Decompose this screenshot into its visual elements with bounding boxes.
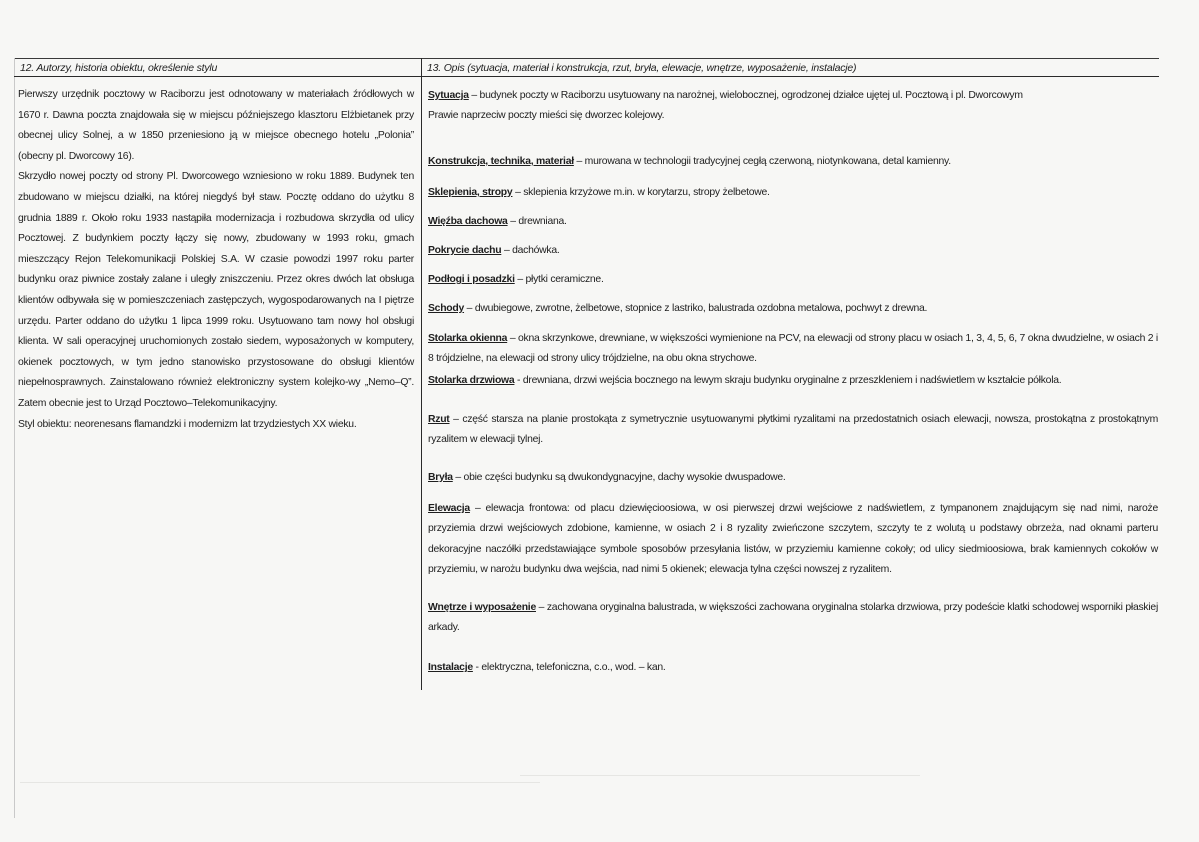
faded-line — [520, 775, 920, 776]
section-text: – zachowana oryginalna balustrada, w większości zachowana oryginalna stolarka drzwiowa, przy podeście klatki schodowej wsporniki płaskiej arkady. — [428, 602, 1159, 634]
section-stolarka-okienna — [428, 329, 1158, 370]
section-label: Stolarka okienna — [428, 333, 508, 344]
table-left-border — [14, 58, 15, 818]
section-rzut — [428, 410, 1158, 451]
section-podlogi — [428, 270, 1158, 290]
section-text: – elewacja frontowa: od placu dziewięcioosiowa, w osi pierwszej drzwi wejściowe z nadświetlem, z tympanonem znajdującym się nad nimi, naroże przyziemia drzwi wejściowych zdobione, kamienne, w osiach 2 i 8 ryzality zwieńczone szczytem, szczyty te z wolutą u podstawy obrzeża, nad oknami parteru dekoracyjne naczółki przedstawiające symbole sposobów przesyłania listów, w przyziemiu kamienne cokoły; od ulicy siedmioosiowa, brak kamiennych cokołów w przyziemiu, w narożu budynku dwa wejścia, nad nimi 5 okienek; elewacja tylna części nowszej z ryzalitem. — [428, 503, 1158, 576]
section-schody — [428, 299, 1158, 319]
section-text: – okna skrzynkowe, drewniane, w większości wymienione na PCV, na elewacji od strony placu w osiach 1, 3, 4, 5, 6, 7 okna dwudzielne, w osiach 2 i 8 trójdzielne, na elewacji od strony ulicy trójdzielne, na obu okna strychowe. — [428, 333, 1158, 365]
section-wiezba — [428, 212, 1158, 232]
column-divider — [421, 58, 422, 690]
section-label: Stolarka drzwiowa — [428, 375, 515, 386]
section-pokrycie — [428, 241, 1158, 261]
section-label: Sklepienia, stropy — [428, 187, 513, 198]
section-elewacja — [428, 499, 1158, 581]
history-paragraph: Skrzydło nowej poczty od strony Pl. Dworcowego wzniesiono w roku 1889. Budynek ten zbudowano w miejscu działki, na której niegdyś był staw. Pocztę oddano do użytku 8 grudnia 1889 r. Około roku 1933 nastąpiła modernizacja i rozbudowa skrzydła od ulicy Pocztowej. Z budynkiem poczty łączy się nowy, zbudowany w 1993 roku, gmach mieszczący Rejon Telekomunikacji Polskiej S.A. W czasie powodzi 1997 roku parter budynku oraz piwnice zostały zalane i uległy zniszczeniu. Przez okres dwóch lat obsługa klientów odbywała się w pomieszczeniach zastępczych, wygospodarowanych na I piętrze urzędu. Parter oddano do użytku 1 lipca 1999 roku. Usytuowano tam nowy hol obsługi klienta. W sali operacyjnej uruchomionych zostało siedem, wyposażonych w komputery, okienek pocztowych, w tym jedno stanowisko przystosowane do obsługi klientów niepełnosprawnych. Zainstalowano również elektroniczny system kolejko-wy „Nemo–Q”. Zatem obecnie jest to Urząd Pocztowo–Telekomunikacyjny. — [18, 171, 414, 409]
section-konstrukcja — [428, 152, 1158, 172]
left-header-underline — [14, 76, 421, 77]
section-12-header: 12. Autorzy, historia obiektu, określenie stylu — [20, 62, 218, 74]
section-wnetrze — [428, 598, 1158, 639]
section-label: Schody — [428, 303, 465, 314]
section-bryla — [428, 468, 1158, 488]
section-text: – dachówka. — [501, 245, 560, 256]
table-top-border — [14, 58, 1159, 59]
style-paragraph: Styl obiektu: neorenesans flamandzki i modernizm lat trzydziestych XX wieku. — [18, 418, 357, 430]
section-13-header: 13. Opis (sytuacja, materiał i konstrukcja, rzut, bryła, elewacje, wnętrze, wyposażenie, instalacje) — [427, 62, 857, 74]
section-label: Wnętrze i wyposażenie — [428, 602, 536, 613]
section-text: – część starsza na planie prostokąta z symetrycznie usytuowanymi płytkimi ryzalitami na przedostatnich osiach elewacji, nowsza, prostokątna z prostokątnym ryzalitem w elewacji tylnej. — [428, 414, 1158, 446]
section-label: Bryła — [428, 472, 453, 483]
section-text: – dwubiegowe, zwrotne, żelbetowe, stopnice z lastriko, balustrada ozdobna metalowa, pochwyt z drewna. — [464, 303, 928, 314]
section-text: - drewniana, drzwi wejścia bocznego na lewym skraju budynku oryginalne z przeszkleniem i nadświetlem w kształcie półkola. — [514, 375, 1062, 386]
section-stolarka-drzwiowa — [428, 371, 1158, 391]
section-text: – sklepienia krzyżowe m.in. w korytarzu, stropy żelbetowe. — [512, 187, 770, 198]
section-text: – drewniana. — [507, 216, 567, 227]
section-label: Rzut — [428, 414, 450, 425]
section-instalacje — [428, 658, 1158, 678]
section-text: - elektryczna, telefoniczna, c.o., wod. – kan. — [472, 662, 666, 673]
section-sklepienia — [428, 183, 1158, 203]
faded-line — [20, 782, 540, 783]
section-label: Podłogi i posadzki — [428, 274, 515, 285]
section-text: – murowana w technologii tradycyjnej cegłą czerwoną, niotynkowana, detal kamienny. — [573, 156, 951, 167]
history-paragraph: Pierwszy urzędnik pocztowy w Raciborzu jest odnotowany w materiałach źródłowych w 1670 r. Dawna poczta znajdowała się w miejscu późniejszego klasztoru Elżbietanek przy obecnej ulicy Solnej, a w 1850 przeniesiono ją w miejsce obecnego hotelu „Polonia” (obecny pl. Dworcowy 16). — [18, 89, 414, 162]
section-label: Elewacja — [428, 503, 470, 514]
section-text: – budynek poczty w Raciborzu usytuowany na narożnej, wielobocznej, ogrodzonej działce ujętej ul. Pocztową i pl. Dworcowym — [468, 90, 1023, 101]
section-label: Więźba dachowa — [428, 216, 508, 227]
section-sytuacja — [428, 86, 1158, 127]
section-text: – obie części budynku są dwukondygnacyjne, dachy wysokie dwuspadowe. — [452, 472, 786, 483]
section-extra-text: Prawie naprzeciw poczty mieści się dworzec kolejowy. — [428, 110, 665, 122]
history-column — [18, 85, 414, 435]
section-label: Pokrycie dachu — [428, 245, 502, 256]
section-text: – płytki ceramiczne. — [514, 274, 604, 285]
section-label: Instalacje — [428, 662, 473, 673]
section-label: Konstrukcja, technika, materiał — [428, 156, 574, 167]
section-label: Sytuacja — [428, 90, 469, 101]
right-header-underline — [422, 76, 1159, 77]
